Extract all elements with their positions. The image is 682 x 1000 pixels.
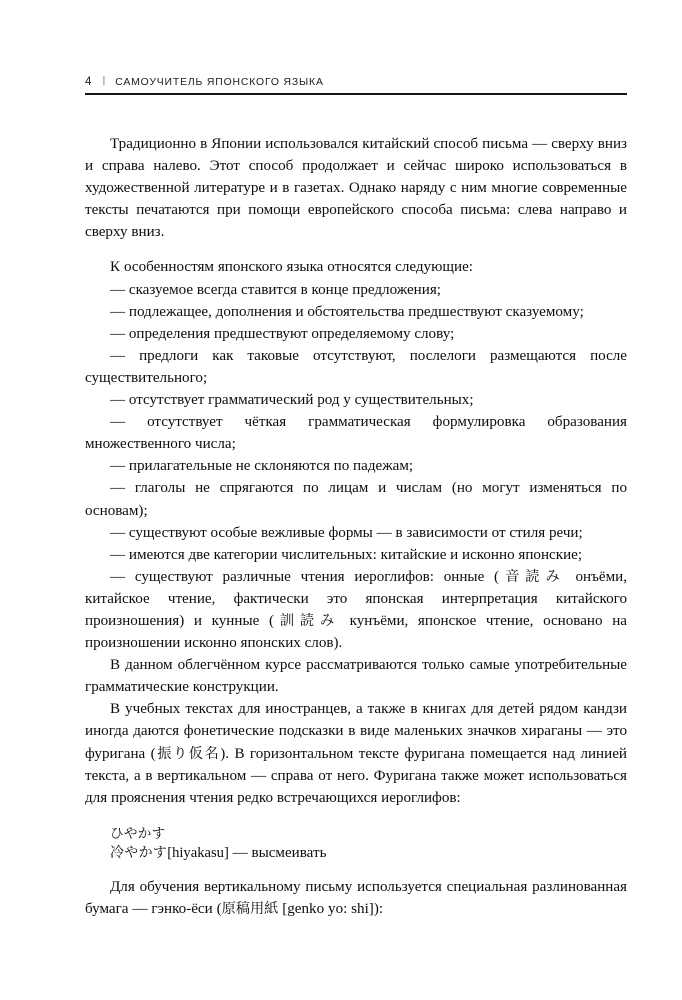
readings-text-part-3: кунъёми, японское чтение, основано на произношении исконно японских слов).: [85, 612, 627, 652]
list-item: — прилагательные не склоняются по падежам;: [110, 458, 414, 475]
furigana-text-part-1: В учебных текстах для иностранцев, а также в книгах для детей рядом кандзи иногда даются фонетические подсказки в виде маленьких значков хираганы — это фуригана (: [85, 701, 627, 762]
kanji-furigana: 振り仮名: [155, 745, 221, 762]
list-item: — подлежащее, дополнения и обстоятельства предшествуют сказуемому;: [110, 303, 584, 320]
genko-text-part-2: [genko yo: shi]):: [278, 900, 384, 917]
page-content: [85, 133, 627, 920]
list-item: — сказуемое всегда ставится в конце предложения;: [110, 281, 441, 298]
list-item: — отсутствует грамматический род у существительных;: [110, 392, 474, 409]
list-item-readings: [85, 566, 627, 654]
example-kanji-word: 冷やかす: [110, 844, 168, 861]
kanji-genko-yoshi: 原稿用紙: [221, 900, 279, 917]
list-item: — отсутствует чёткая грамматическая формулировка образования множественного числа;: [85, 414, 627, 453]
paragraph-list-intro: К особенностям японского языка относятся следующие:: [110, 259, 473, 276]
running-header: [85, 70, 627, 94]
example-word-line: [110, 843, 627, 863]
list-item: — имеются две категории числительных: китайские и исконно японские;: [110, 546, 583, 563]
book-title: САМОУЧИТЕЛЬ ЯПОНСКОГО ЯЗЫКА: [115, 76, 324, 88]
example-translation: высмеивать: [251, 844, 327, 861]
kanji-onyomi: 音読み: [499, 568, 566, 585]
list-item: — глаголы не спрягаются по лицам и числам (но могут изменяться по основам);: [85, 480, 627, 519]
example-dash: —: [228, 844, 252, 861]
paragraph-course-scope: В данном облегчённом курсе рассматриваются только самые употребительные грамматические конструкции.: [85, 657, 627, 696]
readings-text-part-1: — существуют различные чтения иероглифов: онные (: [110, 568, 500, 585]
example-romaji: [hiyakasu]: [167, 844, 229, 861]
genko-text-part-1: Для обучения вертикальному письму используется специальная разлинованная бумага — гэнко-ёси (: [85, 878, 627, 917]
furigana-example-block: [85, 825, 627, 863]
furigana-text-part-2: ). В горизонтальном тексте фуригана помещается над линией текста, а в вертикальном — справа от него. Фуригана также может использоваться для прояснения чтения редко встречающихся иероглифов:: [85, 745, 627, 806]
paragraph-writing-direction: Традиционно в Японии использовался китайский способ письма — сверху вниз и справа налево. Этот способ продолжает и сейчас широко использоваться в художественной литературе и в газетах. Однако наряду с ним многие современные тексты печатаются при помощи европейского способа письма: слева направо и сверху вниз.: [85, 136, 627, 241]
list-item: — существуют особые вежливые формы — в зависимости от стиля речи;: [110, 524, 583, 541]
paragraph-genko-yoshi: [85, 876, 627, 920]
header-separator: |: [102, 75, 106, 87]
header-divider: [85, 93, 627, 95]
example-furigana-reading: ひやかす: [110, 825, 166, 842]
page-number: 4: [85, 76, 92, 88]
readings-text-part-2: онъёми, китайское чтение, фактически это японская интерпретация китайского произношения) и кунные (: [85, 568, 627, 629]
kanji-kunyomi: 訓読み: [273, 612, 340, 629]
paragraph-furigana: [85, 698, 627, 808]
list-item: — определения предшествуют определяемому слову;: [110, 325, 455, 342]
list-item: — предлоги как таковые отсутствуют, послелоги размещаются после существительного;: [85, 347, 627, 386]
